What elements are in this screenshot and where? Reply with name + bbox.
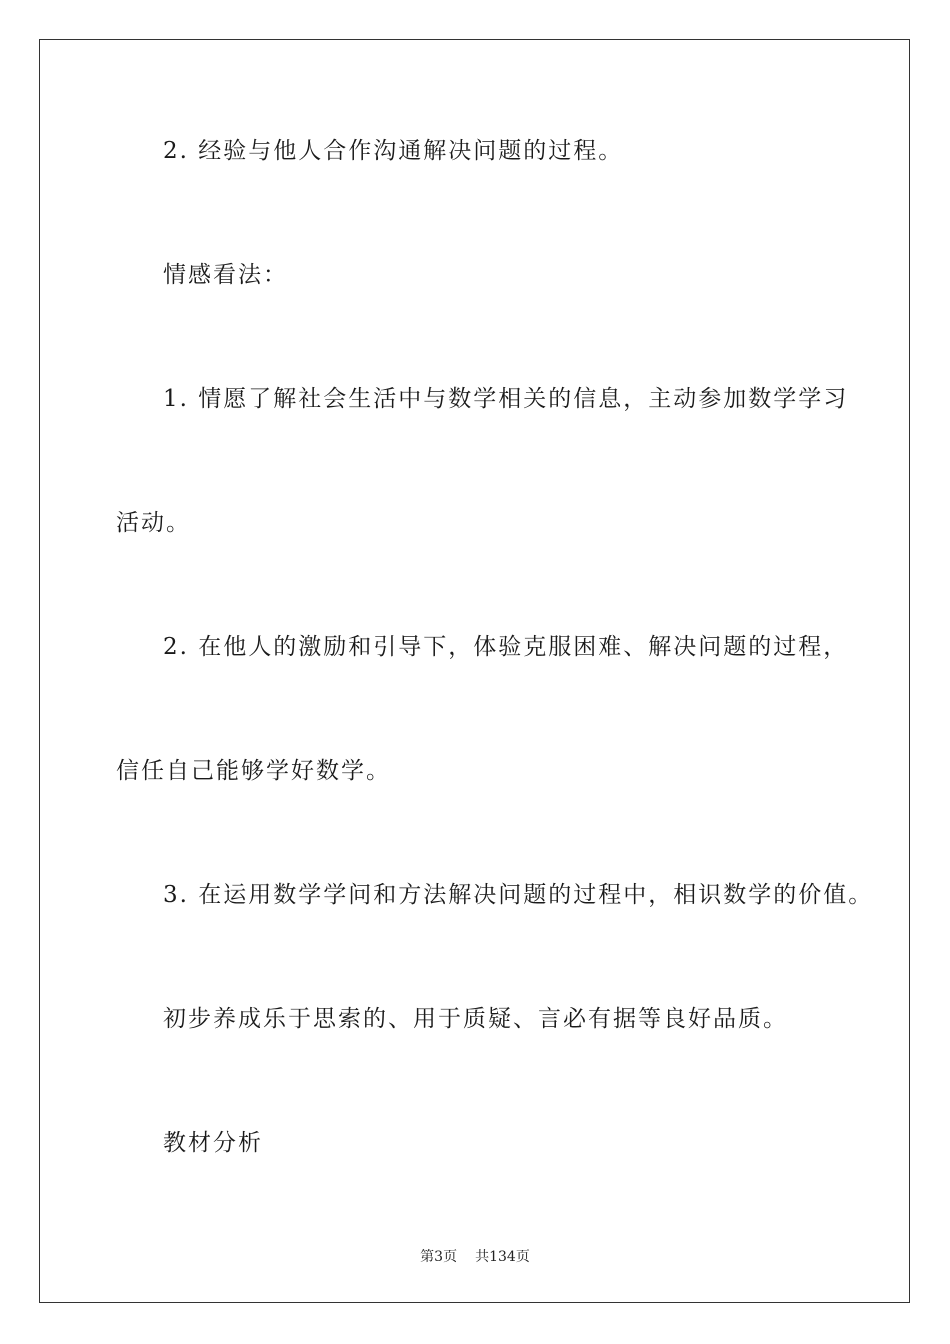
paragraph-attitude-item-2: 2. 在他人的激励和引导下，体验克服困难、解决问题的过程，	[163, 634, 849, 660]
page-frame	[39, 39, 910, 1303]
page-number: 第3页	[420, 1249, 458, 1265]
page-total: 共134页	[475, 1249, 530, 1265]
paragraph-attitude-item-2-continued: 信任自己能够学好数学。	[116, 758, 391, 784]
paragraph-attitude-item-1: 1. 情愿了解社会生活中与数学相关的信息，主动参加数学学习	[163, 386, 849, 412]
page-footer	[0, 1248, 950, 1266]
paragraph-experience-cooperation: 2. 经验与他人合作沟通解决问题的过程。	[163, 138, 624, 164]
paragraph-attitude-item-3: 3. 在运用数学学问和方法解决问题的过程中，相识数学的价值。	[163, 882, 874, 908]
heading-textbook-analysis: 教材分析	[163, 1130, 263, 1156]
paragraph-attitude-item-1-continued: 活动。	[116, 510, 191, 536]
heading-emotional-attitude: 情感看法：	[163, 262, 288, 288]
paragraph-good-qualities: 初步养成乐于思索的、用于质疑、言必有据等良好品质。	[163, 1006, 788, 1032]
